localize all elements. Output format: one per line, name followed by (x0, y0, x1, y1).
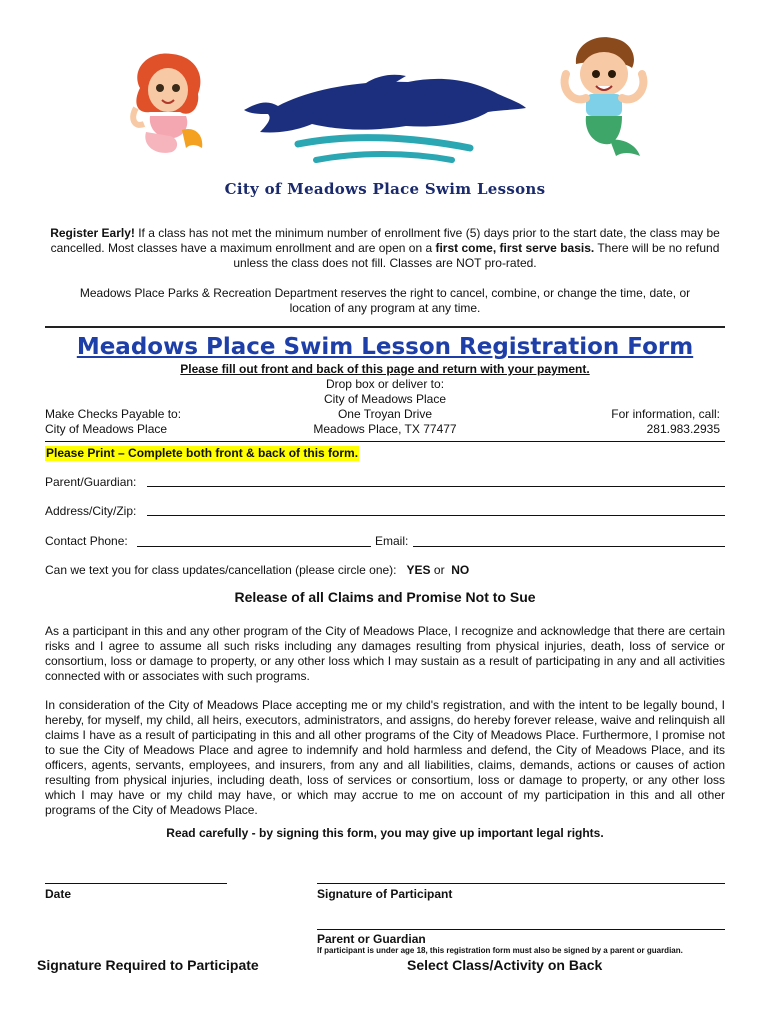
parent-guardian-label: Parent/Guardian: (45, 475, 137, 489)
address-label: Address/City/Zip: (45, 504, 137, 518)
mermaid-illustration (120, 48, 212, 160)
yes-option[interactable]: YES (406, 563, 431, 577)
divider (45, 326, 725, 328)
guardian-note: If participant is under age 18, this registration form must also be signed by a parent or guardian. (317, 946, 683, 955)
address-field[interactable] (147, 515, 725, 516)
signature-required-note: Signature Required to Participate (37, 957, 259, 973)
email-label: Email: (375, 534, 409, 548)
form-instructions: Please fill out front and back of this page and return with your payment. (180, 362, 590, 376)
date-signature-line[interactable] (45, 883, 227, 884)
print-notice: Please Print – Complete both front & back of this form. (46, 446, 359, 460)
info-phone: For information, call: 281.983.2935 (611, 407, 720, 436)
guardian-signature-label: Parent or Guardian (317, 932, 426, 946)
parent-guardian-field[interactable] (147, 486, 725, 487)
legal-warning: Read carefully - by signing this form, you may give up important legal rights. (166, 826, 604, 840)
participant-signature-label: Signature of Participant (317, 887, 453, 901)
merboy-illustration (556, 34, 650, 160)
page-title: City of Meadows Place Swim Lessons (224, 180, 546, 198)
contact-phone-field[interactable] (137, 546, 371, 547)
no-option[interactable]: NO (451, 563, 470, 577)
release-paragraph-1: As a participant in this and any other program of the City of Meadows Place, I recognize and acknowledge that there are certain risks and I agree to assume all such risks including any damages resulting from physical injuries, death, loss of service or consortium, loss or damage to property, or any other loss which I may sustain as a result of participating in any and all activities connected with or associates with such programs. (45, 624, 725, 683)
form-title: Meadows Place Swim Lesson Registration Form (76, 334, 694, 360)
contact-phone-label: Contact Phone: (45, 534, 128, 548)
divider-thin (45, 441, 725, 442)
register-early-paragraph: Register Early! If a class has not met the minimum number of enrollment five (5) days prior to the start date, the class may be cancelled. Most classes have a maximum enrollment and are open on a first come, first serve basis. There will be no refund unless the class does not fill. Classes are NOT pro-rated. (50, 226, 720, 270)
checks-payable: Make Checks Payable to: City of Meadows Place (45, 407, 182, 436)
date-label: Date (45, 887, 72, 901)
participant-signature-line[interactable] (317, 883, 725, 884)
dolphin-logo (238, 70, 528, 168)
select-class-note: Select Class/Activity on Back (407, 957, 603, 973)
guardian-signature-line[interactable] (317, 929, 725, 930)
release-paragraph-2: In consideration of the City of Meadows Place accepting me or my child's registration, and with the intent to be legally bound, I hereby, for myself, my child, all heirs, executors, administrators, and assigns, do hereby forever release, waive and relinquish all claims I have as a result of participating in this and all other programs of the City of Meadows Place. Furthermore, I promise not to sue the City of Meadows Place and agree to indemnify and hold harmless and defend, the City of Meadows Place, and its officers, agents, servants, employees, and insurers, from any and all liabilities, claims, demands, actions or causes of action resulting from physical injuries, including death, loss of services or consortium, loss or damage to property, or any other loss which I may have or my child may have, or which may accrue to me on account of my participation in this and all other programs of the City of Meadows Place. (45, 698, 725, 817)
text-permission-question: Can we text you for class updates/cancellation (please circle one): YES or NO (45, 563, 470, 577)
reserve-paragraph: Meadows Place Parks & Recreation Department reserves the right to cancel, combine, or change the time, date, or location of any program at any time. (79, 286, 691, 315)
email-field[interactable] (413, 546, 725, 547)
dropbox-address: Drop box or deliver to: City of Meadows Place One Troyan Drive Meadows Place, TX 77477 (313, 377, 457, 436)
release-heading: Release of all Claims and Promise Not to Sue (234, 589, 536, 605)
